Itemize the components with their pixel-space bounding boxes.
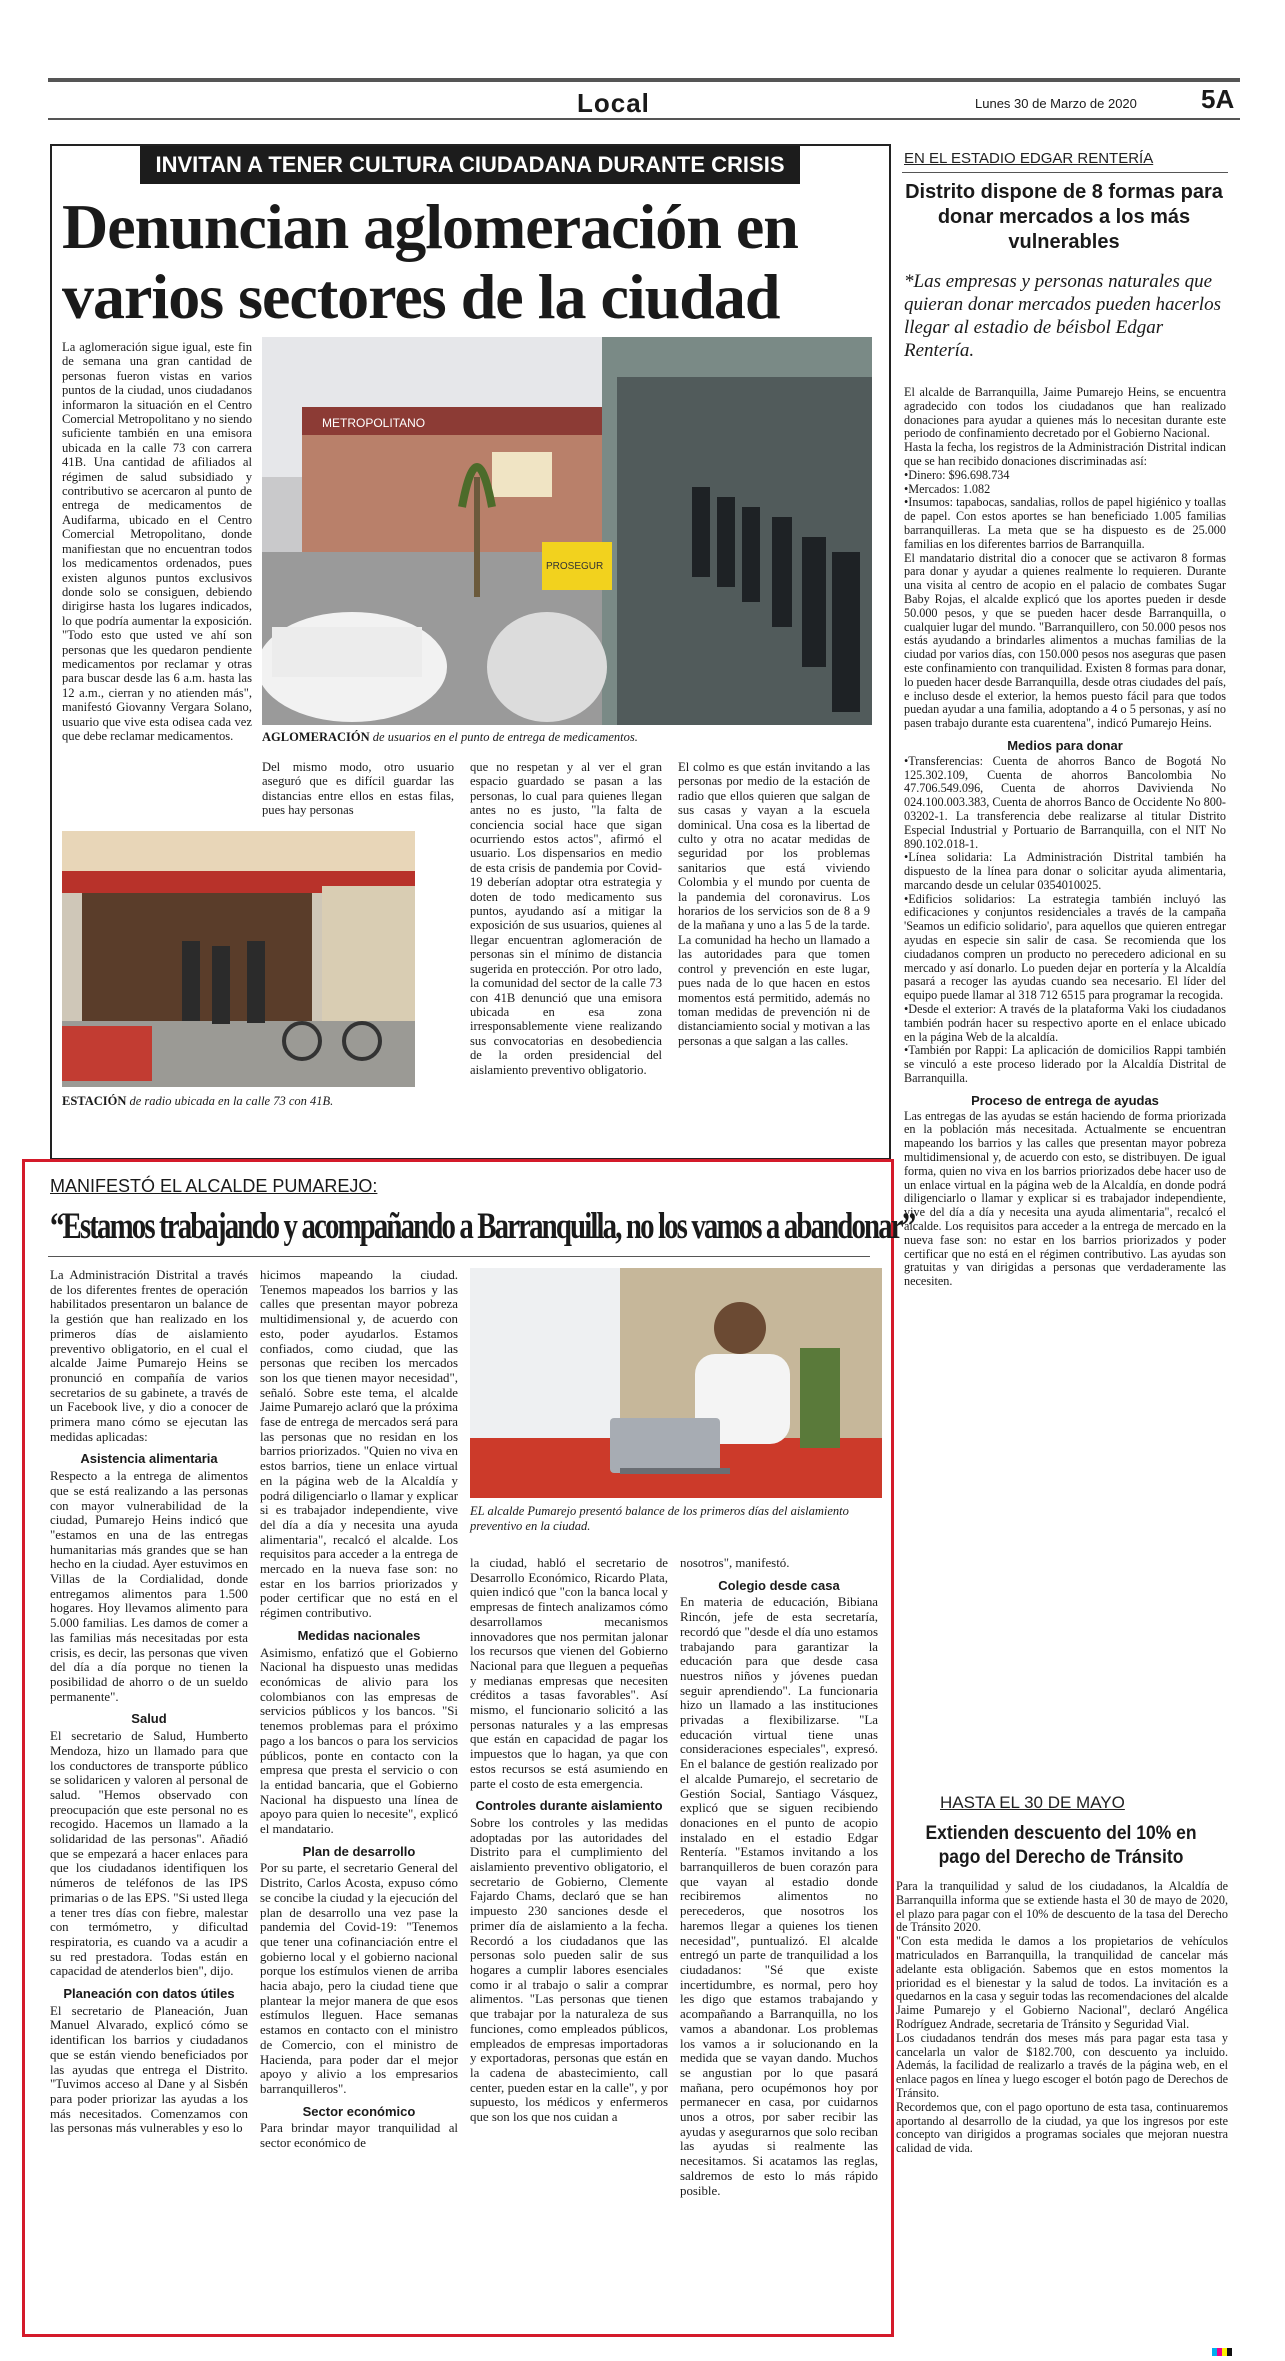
caption-estacion-text: de radio ubicada en la calle 73 con 41B. — [126, 1094, 334, 1108]
photo-truck-text: PROSEGUR — [546, 561, 604, 572]
masthead-rule — [48, 118, 1240, 120]
pumarejo-c4-sub1: Colegio desde casa — [718, 1577, 840, 1593]
pumarejo-c3-sub1: Controles durante aislamiento — [475, 1798, 663, 1814]
transito-p2: "Con esta medida le damos a los propietarios de vehículos matriculados en Barranquilla, la tranquilidad de cancelar más adelante esta obligación. Sabemos que en estos momentos la prioridad es el bienestar y la salud de todos. La invitación es a quedarnos en la casa y seguir todas las recomendaciones del alcalde Jaime Pumarejo y el Gobierno Nacional", declaró Angélica Rodríguez Andrade, secretaria de Tránsito y Seguridad Vial. — [896, 1934, 1228, 2031]
pumarejo-col3 — [470, 1556, 668, 2125]
main-col4: El colmo es que están invitando a las personas por medio de la estación de radio que ellos quieren que salgan de sus casas y vayan a la escuela dominical. Una cosa es la libertad de culto y otra no acatar medidas de seguridad por los problemas sanitarios que está viviendo Colombia y el mundo por cuenta de la pandemia del coronavirus. Los horarios de los servicios son de 8 a 9 de la mañana y uno a las 5 de la tarde. La comunidad ha hecho un llamado a las autoridades para que tomen control y prevención en este lugar, pues nada de lo que hacen en estos momentos está permitido, además no toman medidas de prevención ni de distanciamiento social y motivan a las personas a que salgan a las calles. — [678, 760, 871, 1048]
registration-mark — [1212, 2343, 1232, 2351]
page-number: 5A — [1201, 84, 1235, 114]
sidebar-p1: El alcalde de Barranquilla, Jaime Pumarejo Heins, se encuentra agradecido con todos los ciudadanos que han realizado donaciones para ayudar a quienes más lo necesitan durante este periodo de confinamiento decretado por el Gobierno Nacional. — [904, 385, 1226, 441]
pumarejo-c1-sub3: Planeación con datos útiles — [63, 1986, 235, 2002]
pumarejo-c2-p3: Por su parte, el secretario General del Distrito, Carlos Acosta, expuso cómo se concibe la ciudad y la ejecución del plan de desarrollo una vez pase la pandemia del Covid-19: "Tenemos que tener una cofinanciación entre el gobierno local y el gobierno nacional porque los estímulos vienen de arriba hacia abajo, pero la ciudad tiene que plantear la mejor manera de que esos estímulos lleguen. Hace semanas estamos en contacto con el ministro de Comercio, con el ministro de Hacienda, para poder dar el mejor apoyo y alivio a los empresarios barranquilleros". — [260, 1861, 458, 2096]
main-col3: que no respetan y al ver el gran espacio guardado se pasan a las personas, lo cual para quienes llegan antes no es justo, "la falta de conciencia social hace que sigan ocurriendo estos actos", afirmó el usuario. Los dispensarios en medio de esta crisis de pandemia por Covid-19 deberían adoptar otra estrategia y doten de todo medicamento sus puntos, ayudando así a mitigar la exposición de sus usuarios, quienes al llegar encuentran aglomeración de personas sin el mínimo de distancia sugerida en protección. Por otro lado, la comunidad del sector de la calle 73 con 41B denunció que una emisora ubicada en esa zona irresponsablemente viene realizando sus convocatorias en desobediencia de la orden presidencial del aislamiento preventivo obligatorio. — [470, 760, 662, 1077]
photo-estacion-image — [62, 831, 415, 1087]
sidebar-p8: •Línea solidaria: La Administración Distrital también ha dispuesto de la línea para donar o solicitar ayuda alimentaria, marcando desde un celular 0354010025. — [904, 850, 1226, 892]
sidebar-headline: Distrito dispone de 8 formas para donar mercados a los más vulnerables — [905, 181, 1223, 253]
sidebar-p5: •Insumos: tapabocas, sandalias, rollos de papel higiénico y toallas de papel. Con estos aportes se han beneficiado 1.005 familias barranquilleras. La meta que se ha dispuesto es de 25.000 familias en los diferentes barrios de Barranquilla. — [904, 495, 1226, 551]
photo-alcalde-image — [470, 1268, 882, 1498]
caption-estacion — [62, 1094, 422, 1109]
photo-estacion — [62, 831, 415, 1087]
sidebar-sub-proceso: Proceso de entrega de ayudas — [971, 1092, 1159, 1108]
main-headline-line1: Denuncian aglomeración en — [62, 191, 798, 262]
transito-headline: Extienden descuento del 10% en pago del Derecho de Tránsito — [925, 1823, 1197, 1868]
transito-p1: Para la tranquilidad y salud de los ciudadanos, la Alcaldía de Barranquilla informa que se extiende hasta el 30 de mayo de 2020, el plazo para pagar con el 10% de descuento de la tasa del Derecho de Tránsito 2020. — [896, 1879, 1228, 1935]
pumarejo-c2-p2: Asimismo, enfatizó que el Gobierno Nacional ha dispuesto unas medidas económicas de alivio para los colombianos con las empresas de servicios públicos y los bancos. "Si tenemos problemas para el próximo pago a los bancos o para los servicios públicos, ponte en contacto con la empresa que presta el servicio o con la entidad bancaria, que el Gobierno Nacional ha dispuesto una línea de apoyo para quien lo necesite", explicó el mandatario. — [260, 1645, 458, 1837]
sidebar-kicker: EN EL ESTADIO EDGAR RENTERÍA — [904, 150, 1154, 167]
caption-alcalde: EL alcalde Pumarejo presentó balance de los primeros días del aislamiento preventivo en la ciudad. — [470, 1504, 849, 1533]
main-kicker: INVITAN A TENER CULTURA CIUDADANA DURANTE CRISIS — [140, 146, 800, 184]
pumarejo-col1 — [50, 1268, 248, 2136]
transito-p3: Los ciudadanos tendrán dos meses más para pagar esta tasa y cancelarla un valor de $182.700, con descuento ya incluido. Además, la facilidad de realizarlo a través de la página web, en el enlace pagos en línea y luego escoger el botón pago de Derechos de Tránsito. — [896, 2030, 1228, 2100]
photo-sign-text: METROPOLITANO — [322, 416, 426, 430]
pumarejo-c3-p2: Sobre los controles y las medidas adoptadas por las autoridades del Distrito para el cumplimiento del aislamiento preventivo obligatorio, el secretario de Gobierno, Clemente Fajardo Chams, declaró que se han impuesto 230 sanciones desde el primer día de aislamiento a la fecha. Recordó a los ciudadanos que las personas solo pueden salir de sus hogares a cumplir labores esenciales como ir al trabajo o salir a comprar alimentos. "Las personas que tienen que trabajar por la naturaleza de sus funciones, como empleados públicos, empleados de empresas importadoras y exportadoras, personas que están en la cadena de abastecimiento, call center, pueden estar en la calle", y por supuesto, los médicos y enfermeros que son los que nos cuidan a — [470, 1815, 668, 2125]
caption-estacion-lead: ESTACIÓN — [62, 1094, 127, 1108]
pumarejo-c2-sub3: Sector económico — [302, 2103, 416, 2119]
photo-aglomeracion — [262, 337, 872, 725]
main-col2: Del mismo modo, otro usuario aseguró que es difícil guardar las distancias entre ellos en estas filas, pues hay personas — [262, 760, 454, 818]
pumarejo-c3-p1: la ciudad, habló el secretario de Desarrollo Económico, Ricardo Plata, quien indicó que "con la banca local y empresas de fintech analizamos cómo desarrollamos mecanismos innovadores que nos permitan jalonar los recursos que vienen del Gobierno Nacional para que lleguen a pequeñas y medianas empresas que necesiten créditos a tasas favorables". Así mismo, el funcionario solicitó a las personas naturales y a las empresas que están en capacidad de pagar los impuestos que lo hagan, ya que con estos recursos se está asumiendo en parte el costo de esta emergencia. — [470, 1556, 668, 1791]
caption-aglomeracion-lead: AGLOMERACIÓN — [262, 730, 370, 744]
pumarejo-c4-p2: En materia de educación, Bibiana Rincón, jefe de esta secretaría, recordó que "desde el día uno estamos trabajando para garantizar la educación para que desde casa nuestros niños y jóvenes puedan seguir aprendiendo". La funcionaria hizo un llamado a las instituciones privadas a flexibilizarse. "La educación virtual tiene unas consideraciones especiales", expresó. En el balance de gestión realizado por el alcalde Pumarejo, el secretario de Gestión Social, Santiago Vásquez, explicó que se siguen recibiendo donaciones en el punto de acopio instalado en el estadio Edgar Rentería. "Estamos invitando a los barranquilleros de buen corazón para que vayan al estadio donde recibiremos alimentos no perecederos, que nosotros los haremos llegar a quienes los tienen necesidad", puntualizó. El alcalde entregó un parte de tranquilidad a los ciudadanos: "Sé que existe incertidumbre, es normal, pero hoy les digo que estamos trabajando y acompañando a Barranquilla, no los vamos a abandonar. Los problemas los vamos a ir solucionando en la medida que se vayan dando. Muchos se angustian por lo que pasará mañana, pero ocupémonos hoy por permanecer en casa, por cuidarnos unos a otros, por saber recibir las ayudas y asegurarnos que solo reciban las ayudas si realmente las necesitamos. Si acatamos las reglas, saldremos de esto lo más rápido posible. — [680, 1595, 878, 2198]
transito-kicker: HASTA EL 30 DE MAYO — [940, 1793, 1125, 1812]
page-date: Lunes 30 de Marzo de 2020 — [975, 96, 1137, 111]
sidebar-p3: •Dinero: $96.698.734 — [904, 467, 1010, 482]
sidebar-p12: Las entregas de las ayudas se están haciendo de forma priorizada en la población más necesitada. Actualmente se encuentran mapeando los barrios y las calles que presentan mayor pobreza multidimensional y, de acuerdo con esto, se distribuyen. De igual forma, quien no viva en los barrios priorizados debe hacer uso de un enlace virtual en la página web de la Alcaldía, en donde podrá diligenciarlo o llamar y explicar si es trabajador independiente, vive del día a día y necesita una ayuda alimentaria", recalcó el alcalde. Los requisitos para acceder a la entrega de mercado en la nueva fase son: no estar en los barrios priorizados y poder certificar que no está en el régimen contributivo. Las ayudas son gratuitas y van dirigidas a personas que verdaderamente las necesiten. — [904, 1108, 1226, 1289]
pumarejo-c2-p1: hicimos mapeando la ciudad. Tenemos mapeados los barrios y las calles que presentan mayor pobreza multidimensional y, de acuerdo con esto, poder ayudarlos. Estamos confiados, como ciudad, que las personas que reciben los mercados son los que tienen mayor necesidad", señaló. Sobre este tema, el alcalde Jaime Pumarejo aclaró que la próxima fase de entrega de mercados será para las personas que no residan en los barrios priorizados. "Quien no viva en estos barrios, tiene un enlace virtual en la página web de la Alcaldía y podrá diligenciarlo o llamar y explicar si es trabajador independiente, vive del día a día y necesita una ayuda alimentaria", recalcó el alcalde. Los requisitos para acceder a la entrega de mercado en la nueva fase son: no estar en los barrios priorizados y poder certificar que no está en el régimen contributivo. — [260, 1268, 458, 1621]
caption-aglomeracion-text: de usuarios en el punto de entrega de medicamentos. — [369, 730, 638, 744]
caption-aglomeracion — [262, 730, 872, 745]
top-rule — [48, 78, 1240, 82]
pumarejo-head-rule — [48, 1256, 870, 1257]
photo-aglomeracion-image — [262, 337, 872, 725]
sidebar-p10: •Desde el exterior: A través de la plataforma Vaki los ciudadanos también podrán hacer su respectivo aporte en el enlace ubicado en la página Web de la alcaldía. — [904, 1002, 1226, 1044]
sidebar-body — [904, 386, 1226, 1289]
registration-mark-icon — [1212, 2348, 1232, 2356]
sidebar-sub-medios: Medios para donar — [1007, 737, 1123, 753]
transito-body — [896, 1880, 1228, 2156]
pumarejo-headline: “Estamos trabajando y acompañando a Barranquilla, no los vamos a abandonar” — [50, 1206, 915, 1247]
pumarejo-c1-p1: La Administración Distrital a través de los diferentes frentes de operación habilitados presentaron un balance de la gestión que han realizado en los primeros días de aislamiento preventivo obligatorio, en el cual el alcalde Jaime Pumarejo Heins se pronunció en compañía de varios secretarios de su gabinete, a través de un Facebook live, y dio a conocer de primera mano cómo se ejecutan las medidas aplicadas: — [50, 1268, 248, 1444]
sidebar-kicker-rule — [902, 172, 1228, 173]
sidebar-p7: •Transferencias: Cuenta de ahorros Banco de Bogotá No 125.302.109, Cuenta de ahorros Bancolombia No 47.706.549.096, Cuenta de ahorros Davivienda No 024.100.003.383, Cuenta de ahorros Banco de Occidente No 800-03202-1. La transferencia debe realizarse al titular Distrito Especial Industrial y Portuario de Barranquilla, con el NIT No 890.102.018-1. — [904, 753, 1226, 851]
sidebar-p9: •Edificios solidarios: La estrategia también incluyó las edificaciones y conjuntos residenciales a través de la campaña 'Seamos un edificio solidario', para aquellos que quieren entregar ayudas en especie sin salir de casa. Se recomienda que los ciudadanos compren un producto no perecedero adicional en su mercado y así donarlo. Lo pueden dejar en portería y la Alcaldía pasará a recoger las ayudas cuando sea necesario. El líder del equipo puede llamar al 318 712 6515 para programar la recogida. — [904, 891, 1226, 1003]
pumarejo-kicker: MANIFESTÓ EL ALCALDE PUMAREJO: — [50, 1176, 378, 1196]
main-col1: La aglomeración sigue igual, este fin de semana una gran cantidad de personas fueron vistas en varios puntos de la ciudad, unos ciudadanos informaron la situación en el Centro Comercial Metropolitano y no siendo suficiente también en una emisora ubicada en la calle 73 con carrera 41B. Una cantidad de afiliados al régimen de salud subsidiado y contributivo se acercaron al punto de entrega de medicamentos de Audifarma, ubicado en el Centro Comercial Metropolitano, donde manifiestan que no encuentran todos los medicamentos ordenados, pues existen algunos puntos exclusivos donde solo se consiguen, debiendo dirigirse hasta los lugares indicados, lo que podría aumentar la exposición. "Todo esto que usted ve ahí son personas que les quedaron pendiente medicamentos por reclamar y otras para buscar desde las 6 a.m. hasta las 12 a.m., cierran y no atienden más", manifestó Giovanny Vergara Solano, usuario que vive esta odisea cada vez que debe reclamar medicamentos. — [62, 340, 252, 743]
pumarejo-c1-sub1: Asistencia alimentaria — [80, 1451, 218, 1467]
sidebar-p2: Hasta la fecha, los registros de la Administración Distrital indican que se han recibido donaciones discriminadas así: — [904, 440, 1226, 468]
sidebar-p4: •Mercados: 1.082 — [904, 481, 991, 496]
pumarejo-c2-sub2: Plan de desarrollo — [302, 1843, 416, 1859]
pumarejo-c1-sub2: Salud — [131, 1711, 167, 1727]
sidebar-deck: *Las empresas y personas naturales que quieran donar mercados pueden hacerlos llegar al estadio de béisbol Edgar Rentería. — [904, 271, 1221, 361]
sidebar-p6: El mandatario distrital dio a conocer que se activaron 8 formas para donar y ayudar a quienes realmente lo requieren. Durante una visita al centro de acopio en el palacio de combates Sugar Baby Rojas, el alcalde explicó que los aportes pueden ir desde 50.000 pesos, y que se pueden hacer desde Barranquilla, o cualquier lugar del mundo. "Barranquillero, con 50.000 pesos nos estás ayudando a brindarles alimentos a muchas familias de la ciudad por varios días, con 150.000 pesos nos aseguras que pasen este confinamiento con tranquilidad. Existen 8 formas para donar, lo pueden hacer desde Barranquilla, desde otras ciudades del país, e incluso desde el exterior, la hemos puesto fácil para que todos puedan ayudar a una familia, adoptando a 4 o 5 personas, y así no pasen trabajo durante esta cuarentena", indicó Pumarejo Heins. — [904, 550, 1226, 731]
transito-p4: Recordemos que, con el pago oportuno de esta tasa, continuaremos aportando al desarrollo de la ciudad, ya que los ingresos por este concepto van dirigidos a programas sociales que mejoran nuestra calidad de vida. — [896, 2099, 1228, 2156]
sidebar-p11: •También por Rappi: La aplicación de domicilios Rappi también se vinculó a este proceso liderado por la Alcaldía Distrital de Barranquilla. — [904, 1043, 1226, 1086]
pumarejo-c2-p4: Para brindar mayor tranquilidad al sector económico de — [260, 2121, 458, 2151]
pumarejo-c4-p1: nosotros", manifestó. — [680, 1556, 790, 1570]
photo-alcalde — [470, 1268, 882, 1498]
pumarejo-c2-sub1: Medidas nacionales — [297, 1627, 421, 1643]
pumarejo-c1-p2: Respecto a la entrega de alimentos que se está realizando a las personas con mayor vulnerabilidad de la ciudad, Pumarejo Heins indicó que "estamos en una de las entregas humanitarias más grandes que se han hecho en la ciudad. Ayer estuvimos en Villas de la Cordialidad, donde entregamos alimentos para 1.500 hogares. Hoy llevamos alimento para 5.000 familias. Les damos de comer a las familias más necesitadas por esta crisis, es decir, las personas que viven del día a día porque no tienen la posibilidad de ahorro o de un sueldo permanente". — [50, 1469, 248, 1704]
pumarejo-col2 — [260, 1268, 458, 2151]
main-headline-line2: varios sectores de la ciudad — [62, 261, 780, 332]
pumarejo-c1-p3: El secretario de Salud, Humberto Mendoza, hizo un llamado para que los conductores de transporte público se solidaricen y valoren al personal de salud. "Hemos observado con preocupación que este personal no es recogido. Hacemos un llamado a la solidaridad de las personas". Añadió que se empezará a hacer enlaces para que los ciudadanos identifiquen los números de teléfonos de las IPS primarias o de las EPS. "Si usted llega a tener tres días con fiebre, malestar con termómetro, y dificultad respiratoria, es cuando va a acudir a su red prestadora. Todas están en capacidad de atenderlos bien", dijo. — [50, 1729, 248, 1979]
pumarejo-c1-p4: El secretario de Planeación, Juan Manuel Alvarado, explicó cómo se identifican los barrios y ciudadanos que se están viendo beneficiados por las ayudas que entrega el Distrito. "Tuvimos acceso al Dane y al Sisbén para poder priorizar las ayudas a los más necesitados. Comenzamos con las personas más vulnerables y eso lo — [50, 2003, 248, 2136]
pumarejo-col4 — [680, 1556, 878, 2198]
section-title: Local — [577, 88, 650, 118]
